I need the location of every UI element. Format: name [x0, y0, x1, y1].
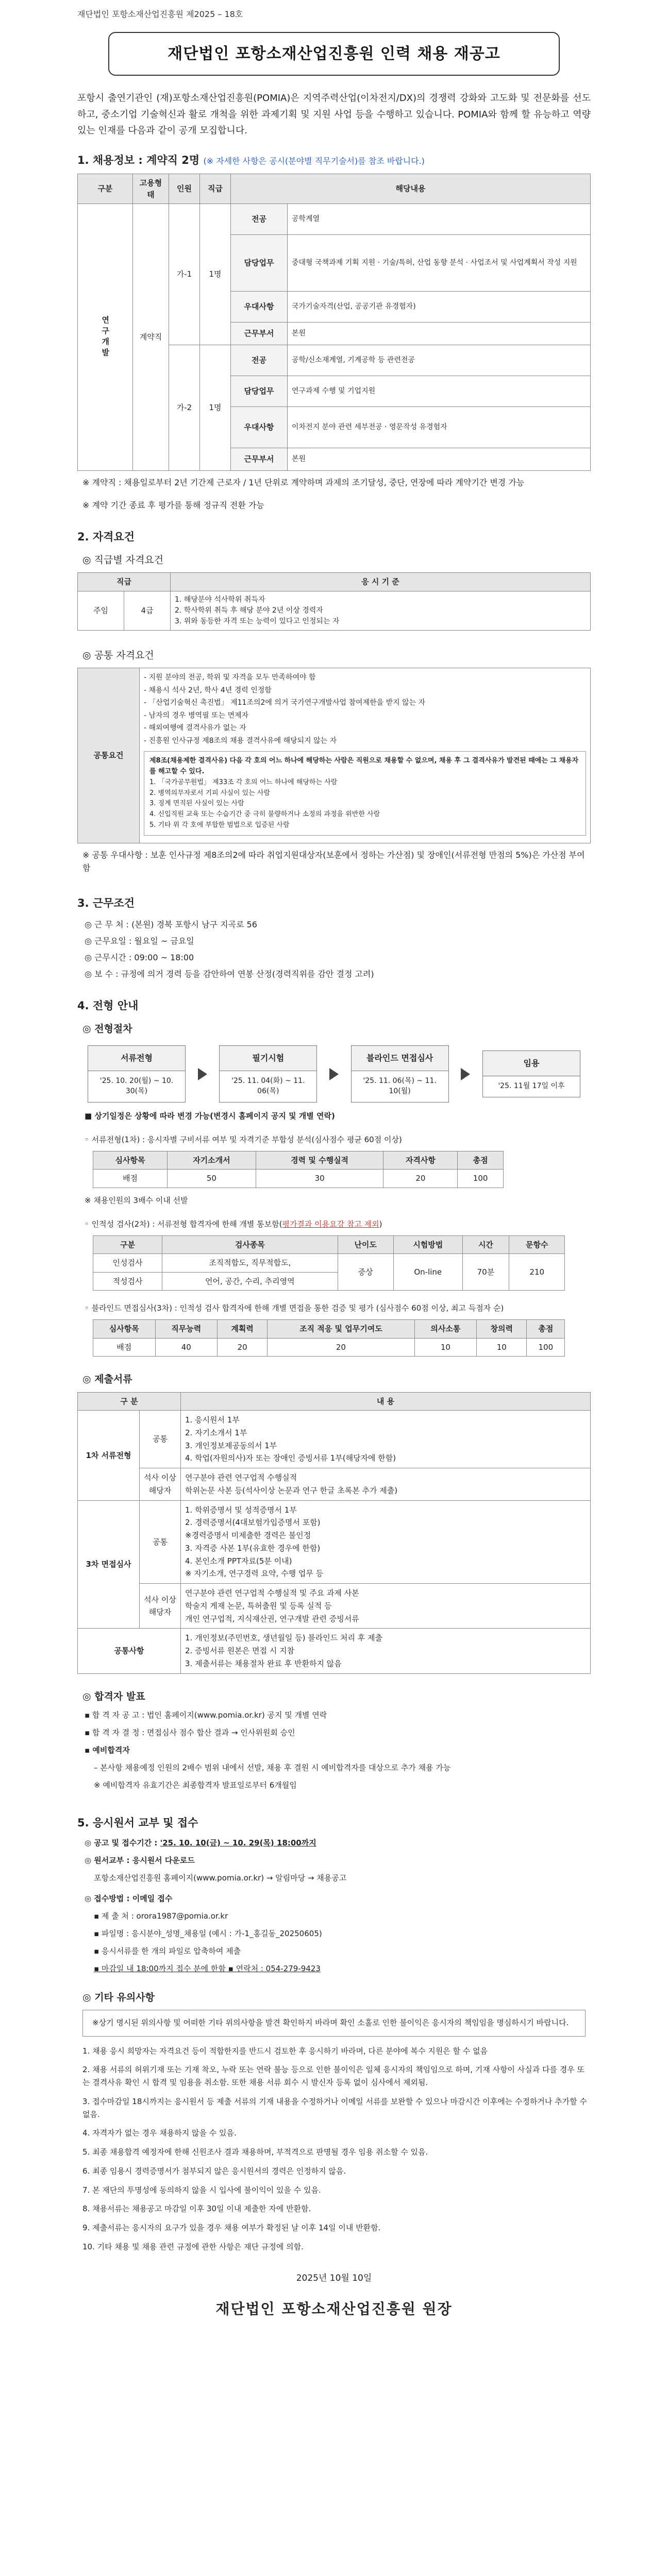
method-item: ▪ 응시서류를 한 개의 파일로 압축하여 제출: [94, 1946, 241, 1956]
col-header: 고용형태: [133, 174, 169, 204]
step-date: '25. 10. 20(월) ~ 10. 30(목): [99, 1077, 174, 1096]
caution-item: 7. 본 재단의 투명성에 동의하지 않을 시 입사에 불이익이 있을 수 있음.: [82, 2185, 321, 2195]
table-cell: 조직적합도, 직무적합도,: [162, 1254, 338, 1273]
disqualification-box: [144, 751, 586, 836]
criteria-item: 2. 학사학위 취득 후 해당 분야 2년 이상 경력자: [175, 606, 323, 615]
table-cell: 40: [155, 1338, 218, 1357]
disqual-item: 2. 병역의무자로서 기피 사실이 있는 사람: [149, 789, 270, 797]
caution-list: [77, 2045, 591, 2253]
role-text: 연구과제 수행 및 기업지원: [288, 376, 591, 407]
condition-item: ◎ 근무시간 : 09:00 ~ 18:00: [85, 953, 194, 963]
col-header: 인원: [169, 174, 200, 204]
method-item: ▪ 파일명 : 응시분야_성명_채용일 (예시 : 가-1_홍길동_20250605): [94, 1928, 322, 1938]
doc-item: 학위논문 사본 등(석사이상 논문과 연구 한글 초록본 추가 제출): [185, 1485, 398, 1495]
employment-type: 계약직: [133, 204, 169, 471]
col-header: 응 시 기 준: [171, 573, 591, 591]
role-label: 근무부서: [231, 323, 288, 345]
col-header: 구분: [93, 1235, 162, 1254]
doc-item: 학술지 게재 논문, 특허출원 및 등록 실적 등: [185, 1601, 332, 1611]
caution-item: 2. 채용 서류의 허위기재 또는 기재 착오, 누락 또는 연락 불능 등으로 인한 불이익은 일체 응시자의 책임임으로 하며, 기재 사항이 사실과 다를 경우 또는 결격사유 확인 시 합격 및 임용을 취소함. 또한 채용 서류 회수 시 발신자 등록 없이 심사에서 제외됨.: [82, 2065, 584, 2088]
common-content: [140, 668, 591, 843]
role-label: 전공: [231, 204, 288, 235]
role-label: 근무부서: [231, 448, 288, 471]
doc-item: 연구분야 관련 연구업적 수행실적: [185, 1473, 297, 1483]
col-header: 자기소개서: [168, 1151, 256, 1170]
signature: 재단법인 포항소재산업진흥원 원장: [215, 2300, 453, 2318]
doc-item: 2. 경력증명서(4대보험가입증명서 포함): [185, 1518, 321, 1528]
level-cell: 4급: [124, 591, 171, 630]
section-4-title: 4. 전형 안내: [77, 999, 139, 1012]
announce-item: ▪ 예비합격자: [85, 1745, 130, 1755]
doc-items: [181, 1629, 591, 1673]
grade-criteria-table: [77, 572, 591, 631]
intro-paragraph: 포항시 출연기관인 (재)포항소재산업진흥원(POMIA)은 지역주력산업(이차전지/DX)의 경쟁력 강화와 고도화 및 전문화를 선도하고, 중소기업 기술혁신과 활로 개척을 위한 과제기획 및 지원 사업 등을 수행하고 있습니다. POMIA와 함께 할 유능하고 역량 있는 인재를 다음과 같이 공개 모집합니다.: [77, 93, 591, 136]
doc-item: 1. 응시원서 1부: [185, 1415, 240, 1425]
doc-item: 4. 학업(자원의사)자 또는 장애인 증빙서류 1부(해당자에 한함): [185, 1453, 396, 1463]
announce-title: ◎ 합격자 발표: [82, 1690, 145, 1702]
process-step: [351, 1045, 449, 1102]
section-1-title: 1. 채용정보 : 계약직 2명 (※ 자세한 사항은 공시(분야별 직무기술서)를 참조 바랍니다.): [77, 154, 425, 166]
common-criteria-title: ◎ 공통 자격요건: [82, 649, 154, 661]
step-name: 서류전형: [88, 1046, 185, 1071]
step-date: '25. 11. 04(화) ~ 11. 06(목): [231, 1077, 305, 1096]
preference-note: ※ 공통 우대사항 : 보훈 인사규정 제8조의2에 따라 취업지원대상자(보훈에서 정하는 가산점) 및 장애인(서류전형 만점의 5%)은 가산점 부여함: [82, 850, 585, 873]
col-header: 시간: [462, 1235, 509, 1254]
written-test-text: ◦ 인적성 검사(2차) : 서류전형 합격자에 한해 개별 통보함(평가결과 이용요강 참고 제외): [85, 1219, 382, 1229]
announce-list: [77, 1709, 591, 1791]
role-text: 국가기술자격(산업, 공공기관 유경험자): [288, 292, 591, 323]
criteria-item: 3. 위와 동등한 자격 또는 능력이 있다고 인정되는 자: [175, 617, 340, 625]
title-box: [108, 32, 560, 76]
notice-date: 2025년 10월 10일: [296, 2273, 372, 2283]
doc-item: 4. 본인소개 PPT자료(5분 이내): [185, 1556, 292, 1566]
interview-text: ◦ 블라인드 면접심사(3차) : 인적성 검사 합격자에 한해 개별 면접을 통한 검증 및 평가 (심사점수 60점 이상, 최고 득점자 순): [85, 1303, 504, 1313]
row-count: 1명: [200, 345, 231, 471]
doc-item: 1. 개인정보(주민번호, 생년월일 등) 블라인드 처리 후 제출: [185, 1633, 382, 1643]
method-label: ◎ 접수방법 : 이메일 접수: [85, 1893, 173, 1903]
doc-screen-text: ◦ 서류전형(1차) : 응시자별 구비서류 여부 및 자격기준 부합성 분석(심사점수 평균 60점 이상): [85, 1134, 402, 1144]
col-header: 심사항목: [93, 1320, 156, 1338]
contract-note: ※ 계약직 : 채용일로부터 2년 기간제 근로자 / 1년 단위로 계약하며 과제의 조기달성, 중단, 연장에 따라 계약기간 변경 가능: [82, 478, 525, 487]
table-cell: 10: [477, 1338, 527, 1357]
arrow-right-icon: [329, 1068, 339, 1080]
col-header: 자격사항: [383, 1151, 458, 1170]
section-2-title: 2. 자격요건: [77, 531, 135, 544]
criteria-item: 1. 해당분야 석사학위 취득자: [175, 595, 265, 604]
section-3-title: 3. 근무조건: [77, 896, 135, 909]
table-cell: 20: [268, 1338, 414, 1357]
doc-item: 개인 연구업적, 지식재산권, 연구개발 관련 증빙서류: [185, 1614, 359, 1623]
table-cell: 10: [414, 1338, 477, 1357]
doc-item: 연구분야 관련 연구업적 수행실적 및 주요 과제 사본: [185, 1588, 359, 1598]
caution-item: 8. 채용서류는 채용공고 마감일 이후 30일 이내 제출한 자에 반환함.: [82, 2204, 311, 2214]
grade-criteria-title: ◎ 직급별 자격요건: [82, 554, 164, 566]
process-note: ■ 상기일정은 상황에 따라 변경 가능(변경시 홈페이지 공지 및 개별 연락): [85, 1111, 335, 1121]
condition-item: ◎ 보 수 : 규정에 의거 경력 등을 감안하여 연봉 산정(경력직위를 감안 결정 고려): [85, 969, 374, 979]
common-label: 공통요건: [78, 668, 140, 843]
method-item: ▪ 마감일 내 18:00까지 접수 분에 한함 ▪ 연락처 : 054-279-9423: [94, 1963, 321, 1973]
common-criteria-table: [77, 668, 591, 843]
col-header: 심사항목: [93, 1151, 168, 1170]
group-label: 연구개발: [78, 204, 133, 471]
table-cell: 배점: [93, 1338, 156, 1357]
doc-item: 3. 자격증 사본 1부(유효한 경우에 한함): [185, 1543, 321, 1553]
announce-item: ▪ 합 격 자 결 정 : 면접심사 점수 합산 결과 → 인사위원회 승인: [85, 1728, 295, 1738]
table-cell: 20: [218, 1338, 268, 1357]
table-cell: 언어, 공간, 수리, 추리영역: [162, 1272, 338, 1291]
doc-item: 3. 개인정보제공동의서 1부: [185, 1440, 277, 1450]
table-cell: 70분: [462, 1254, 509, 1291]
doc-items: [181, 1584, 591, 1629]
step-date: '25. 11. 06(목) ~ 11. 10(월): [363, 1077, 437, 1096]
doc-screen-table: [93, 1151, 504, 1188]
common-item: - 해외여행에 결격사유가 없는 자: [144, 724, 246, 733]
process-step: [219, 1045, 317, 1102]
announce-item: ※ 예비합격자 유효기간은 최종합격자 발표일로부터 6개월임: [94, 1781, 297, 1790]
col-header: 총점: [458, 1151, 503, 1170]
documents-table: [77, 1392, 591, 1674]
arrow-right-icon: [198, 1068, 207, 1080]
col-header: 직급: [200, 174, 231, 204]
condition-item: ◎ 근 무 처 : (본원) 경북 포항시 남구 지곡로 56: [85, 920, 257, 930]
process-step: [482, 1050, 580, 1097]
doc-item: 2. 자기소개서 1부: [185, 1428, 247, 1437]
caution-item: 6. 최종 임용시 경력증명서가 첨부되지 않은 응시원서의 경력은 인정하지 않음.: [82, 2166, 346, 2176]
role-text: 중대형 국책과제 기획 지원 · 기술/특허, 산업 동향 분석 · 사업조서 및 사업계획서 작성 지원: [288, 235, 591, 292]
grade-cell: 주임: [78, 591, 124, 630]
table-cell: 50: [168, 1170, 256, 1188]
doc-item: 1. 학위증명서 및 성적증명서 1부: [185, 1505, 297, 1515]
disqual-title: 제8조(채용제한 결격사유) 다음 각 호의 어느 하나에 해당하는 사람은 직원으로 채용할 수 없으며, 채용 후 그 결격사유가 발견된 때에는 그 채용자를 해고할 수 있다.: [149, 757, 579, 775]
table-cell: 210: [509, 1254, 565, 1291]
common-item: - 진흥원 인사규정 제8조의 채용 결격사유에 해당되지 않는 자: [144, 736, 337, 745]
col-header: 시험방법: [393, 1235, 462, 1254]
col-header: 의사소통: [414, 1320, 477, 1338]
group-label: 석사 이상 해당자: [140, 1468, 181, 1501]
role-text: 본원: [288, 323, 591, 345]
table-cell: 30: [256, 1170, 383, 1188]
col-header: 직급: [78, 573, 171, 591]
table-cell: 인성검사: [93, 1254, 162, 1273]
common-item: - 남자의 경우 병역필 또는 면제자: [144, 711, 249, 720]
col-header: 조직 적응 및 업무기여도: [268, 1320, 414, 1338]
row-count: 1명: [200, 204, 231, 345]
role-label: 우대사항: [231, 407, 288, 448]
col-header: 총점: [527, 1320, 565, 1338]
role-text: 공학계열: [288, 204, 591, 235]
col-header: 경력 및 수행실적: [256, 1151, 383, 1170]
role-text: 본원: [288, 448, 591, 471]
notice-number: 재단법인 포항소재산업진흥원 제2025 – 18호: [77, 9, 243, 19]
page-title: 재단법인 포항소재산업진흥원 인력 채용 재공고: [168, 45, 500, 63]
disqual-item: 3. 징계 면직된 사실이 있는 사람: [149, 800, 244, 808]
caution-item: 5. 최종 채용합격 예정자에 한해 신원조사 결과 채용하며, 부적격으로 판명될 경우 임용 취소할 수 있음.: [82, 2147, 428, 2157]
disqual-item: 4. 신입직원 교육 또는 수습기간 중 극히 불량하거나 소정의 과정을 위반한 사람: [149, 810, 380, 819]
conversion-note: ※ 계약 기간 종료 후 평가를 통해 정규직 전환 가능: [82, 500, 264, 510]
col-header: 창의력: [477, 1320, 527, 1338]
doc-item: ※경력증명서 미제출한 경력은 불인정: [185, 1531, 311, 1540]
caution-box: ※상기 명시된 위의사항 및 어떠한 기타 위의사항을 발견 확인하지 바라며 확인 소홀로 인한 불이익은 응시자의 책임임을 명심하시기 바랍니다.: [82, 2010, 586, 2037]
group-label: 공통: [140, 1411, 181, 1468]
cautions-title: ◎ 기타 유의사항: [82, 1991, 155, 2003]
col-header: 해당내용: [231, 174, 591, 204]
role-label: 담당업무: [231, 376, 288, 407]
stage-cell: 1차 서류전형: [78, 1411, 140, 1501]
doc-items: [181, 1500, 591, 1584]
table-cell: 배점: [93, 1170, 168, 1188]
doc-item: 3. 제출서류는 채용절차 완료 후 반환하지 않음: [185, 1658, 342, 1668]
col-header: 난이도: [338, 1235, 393, 1254]
condition-item: ◎ 근무요일 : 월요일 ~ 금요일: [85, 936, 194, 946]
written-test-red-note: 평가결과 이용요강 참고 제외: [282, 1219, 379, 1229]
period-line: ◎ 공고 및 접수기간 : '25. 10. 10(금) ~ 10. 29(목) 18:00까지: [85, 1838, 316, 1848]
application-info: [77, 1837, 591, 1975]
process-step: [88, 1045, 186, 1102]
doc-screen-note: ※ 채용인원의 3배수 이내 선발: [85, 1195, 188, 1205]
announce-item: – 본사항 채용예정 인원의 2배수 범위 내에서 선발, 채용 후 결원 시 예비합격자를 대상으로 추가 채용 가능: [94, 1763, 451, 1773]
section-5-title: 5. 응시원서 교부 및 접수: [77, 1817, 198, 1829]
announce-item: ▪ 합 격 자 공 고 : 법인 홈페이지(www.pomia.or.kr) 공지 및 개별 연락: [85, 1710, 327, 1720]
arrow-right-icon: [461, 1068, 470, 1080]
table-cell: 100: [527, 1338, 565, 1357]
step-date: '25. 11월 17일 이후: [498, 1082, 565, 1091]
doc-item: 2. 증빙서류 원본은 면접 시 지참: [185, 1646, 295, 1656]
work-conditions: [85, 917, 591, 982]
table-cell: On-line: [393, 1254, 462, 1291]
stage-cell: 3차 면접심사: [78, 1500, 140, 1629]
process-title: ◎ 전형절차: [82, 1023, 132, 1035]
caution-item: 4. 자격자가 없는 경우 채용하지 않을 수 있음.: [82, 2128, 237, 2138]
common-item: - 채용시 석사 2년, 학사 4년 경력 인정함: [144, 686, 272, 694]
caution-item: 3. 접수마감일 18시까지는 응시원서 등 제출 서류의 기재 내용을 수정하거나 이메일 서류를 보완할 수 있으나 마감시간 이후에는 수정하거나 추가할 수 없음.: [82, 2096, 587, 2119]
col-header: 구 분: [78, 1392, 181, 1411]
table-cell: 100: [458, 1170, 503, 1188]
table-cell: 적성검사: [93, 1272, 162, 1291]
col-header: 계획력: [218, 1320, 268, 1338]
role-label: 담당업무: [231, 235, 288, 292]
criteria-cell: [171, 591, 591, 630]
disqual-item: 5. 기타 위 각 호에 부합한 범법으로 입증된 사람: [149, 821, 290, 829]
col-header: 내 용: [181, 1392, 591, 1411]
doc-items: [181, 1411, 591, 1468]
period-value: '25. 10. 10(금) ~ 10. 29(목) 18:00까지: [160, 1838, 316, 1848]
col-header: 문항수: [509, 1235, 565, 1254]
role-text: 이차전지 분야 관련 세부전공 · 영문작성 유경험자: [288, 407, 591, 448]
doc-items: [181, 1468, 591, 1501]
written-test-table: [93, 1235, 565, 1291]
documents-title: ◎ 제출서류: [82, 1374, 132, 1385]
common-item: - 지원 분야의 전공, 학위 및 자격을 모두 만족하여야 함: [144, 673, 316, 682]
col-header: 구분: [78, 174, 133, 204]
caution-item: 9. 제출서류는 응시자의 요구가 있을 경우 채용 여부가 확정된 날 이후 14일 이내 반환함.: [82, 2223, 381, 2233]
col-header: 검사종목: [162, 1235, 338, 1254]
role-label: 우대사항: [231, 292, 288, 323]
table-cell: 중상: [338, 1254, 393, 1291]
form-label: ◎ 원서교부 : 응시원서 다운로드: [85, 1855, 195, 1865]
doc-item: ※ 자기소개, 연구경력 요약, 수행 업무 등: [185, 1569, 324, 1579]
step-name: 임용: [483, 1051, 580, 1076]
step-name: 블라인드 면접심사: [352, 1046, 448, 1071]
section-1-note: (※ 자세한 사항은 공시(분야별 직무기술서)를 참조 바랍니다.): [203, 156, 425, 166]
disqual-item: 1. 「국가공무원법」 제33조 각 호의 어느 하나에 해당하는 사람: [149, 778, 338, 786]
caution-item: 10. 기타 채용 및 채용 관련 규정에 관한 사항은 재단 규정에 의함.: [82, 2242, 304, 2251]
step-name: 필기시험: [220, 1046, 316, 1071]
group-label: 석사 이상 해당자: [140, 1584, 181, 1629]
recruit-table: [77, 174, 591, 471]
row-name: 가-1: [169, 204, 200, 345]
col-header: 직무능력: [155, 1320, 218, 1338]
common-item: - 「산업기술혁신 촉진법」 제11조의2에 의거 국가연구개발사업 참여제한을 받지 않는 자: [144, 699, 426, 707]
group-label: 공통: [140, 1500, 181, 1584]
table-cell: 20: [383, 1170, 458, 1188]
stage-cell: 공통사항: [78, 1629, 181, 1673]
role-label: 전공: [231, 345, 288, 376]
interview-table: [93, 1319, 565, 1357]
method-item: ▪ 제 출 처 : orora1987@pomia.or.kr: [94, 1911, 228, 1921]
role-text: 공학/신소재계열, 기계공학 등 관련전공: [288, 345, 591, 376]
caution-item: 1. 채용 응시 희망자는 자격요건 등이 적합한지를 반드시 검토한 후 응시하기 바라며, 다른 분야에 복수 지원은 할 수 없음: [82, 2046, 488, 2056]
form-text: 포항소재산업진흥원 홈페이지(www.pomia.or.kr) → 알림마당 → 채용공고: [94, 1873, 347, 1883]
process-flow: [88, 1045, 580, 1102]
row-name: 가-2: [169, 345, 200, 471]
